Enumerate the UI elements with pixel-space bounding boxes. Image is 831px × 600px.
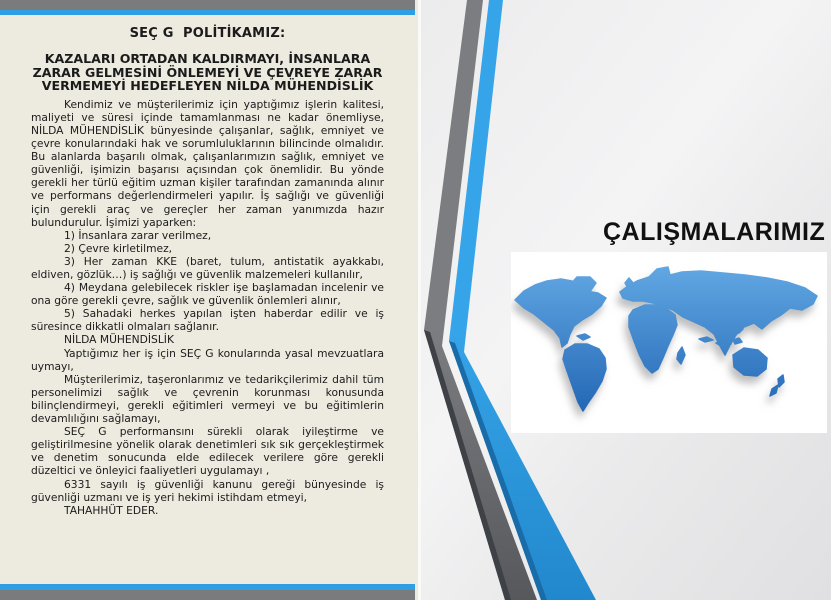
policy-paragraph: NİLDA MÜHENDİSLİK [64, 333, 174, 347]
policy-paragraph: TAHAHHÜT EDER. [64, 503, 159, 517]
policy-paragraph: 4) Meydana gelebilecek riskler işe başlamadan incelenir ve ona göre gerekli çevre, sağlık ve güvenlik önlemleri alınır, [31, 281, 384, 308]
policy-paragraph: 2) Çevre kirletilmez, [64, 241, 173, 255]
policy-paragraph: Müşterilerimiz, taşeronlarımız ve tedarikçilerimiz dahil tüm personelimizi sağlık ve çevrenin korunması konusunda bilinçlendirmeyi, gerekli eğitimleri vermeyi ve bu eğitimlerin devamlılığını sağlamayı, [31, 372, 384, 426]
policy-content [0, 15, 418, 584]
policy-title: SEÇ G POLİTİKAMIZ: [129, 26, 286, 41]
works-title: ÇALIŞMALARIMIZ [603, 218, 826, 246]
world-map-icon [511, 252, 827, 433]
map-panel [511, 252, 827, 433]
policy-subtitle [31, 52, 384, 93]
policy-body [31, 98, 384, 517]
policy-paragraph: 3) Her zaman KKE (baret, tulum, antistatik ayakkabı, eldiven, gözlük…) iş sağlığı ve güvenlik malzemeleri kullanılır, [31, 254, 384, 281]
policy-subtitle-line: VERMEMEYİ HEDEFLEYEN NİLDA MÜHENDİSLİK [41, 78, 374, 94]
policy-paragraph: Kendimiz ve müşterilerimiz için yaptığımız işlerin kalitesi, maliyeti ve süresi içinde tamamlanması ne kadar önemliyse, NİLDA MÜHENDİSLİK bünyesinde çalışanlar, sağlık, emniyet ve çevre konularındaki hak ve sorumluluklarının bilincinde olmalıdır. Bu alanlarda başarılı olmak, çalışanlarımızın sağlık, emniyet ve güvenliği, işimizin başarısı açısından çok önemlidir. Bu yönde gerekli her türlü eğitim uzman kişiler tarafından zamanında alınır ve performans değerlendirmeleri yapılır. İş sağlığı ve güvenliği için gerekli araç ve gereçler her zaman yanımızda hazır bulundurulur. İşimizi yaparken: [31, 97, 384, 229]
policy-paragraph: 6331 sayılı iş güvenliği kanunu gereği bünyesinde iş güvenliği uzmanı ve iş yeri hekimi istihdam etmeyi, [31, 477, 384, 504]
works-panel [418, 0, 831, 600]
policy-paragraph: 5) Sahadaki herkes yapılan işten haberdar edilir ve iş süresince dikkatli olmaları sağlanır. [31, 307, 384, 334]
policy-subtitle-line: KAZALARI ORTADAN KALDIRMAYI, İNSANLARA [44, 51, 371, 66]
policy-subtitle-line: ZARAR GELMESİNİ ÖNLEMEYİ VE ÇEVREYE ZARAR [32, 64, 383, 80]
top-gray-bar [0, 0, 415, 10]
policy-paragraph: Yaptığımız her iş için SEÇ G konularında yasal mevzuatlara uymayı, [31, 346, 384, 373]
bottom-gray-bar [0, 590, 415, 600]
policy-paragraph: SEÇ G performansını sürekli olarak iyileştirme ve geliştirilmesine yönelik olarak denetimleri sık sık gerçekleştirmek ve denetim sonucunda elde edilecek verilere göre gerekli düzeltici ve önleyici faaliyetleri uygulamayı , [31, 425, 384, 478]
policy-paragraph: 1) İnsanlara zarar verilmez, [64, 228, 212, 242]
